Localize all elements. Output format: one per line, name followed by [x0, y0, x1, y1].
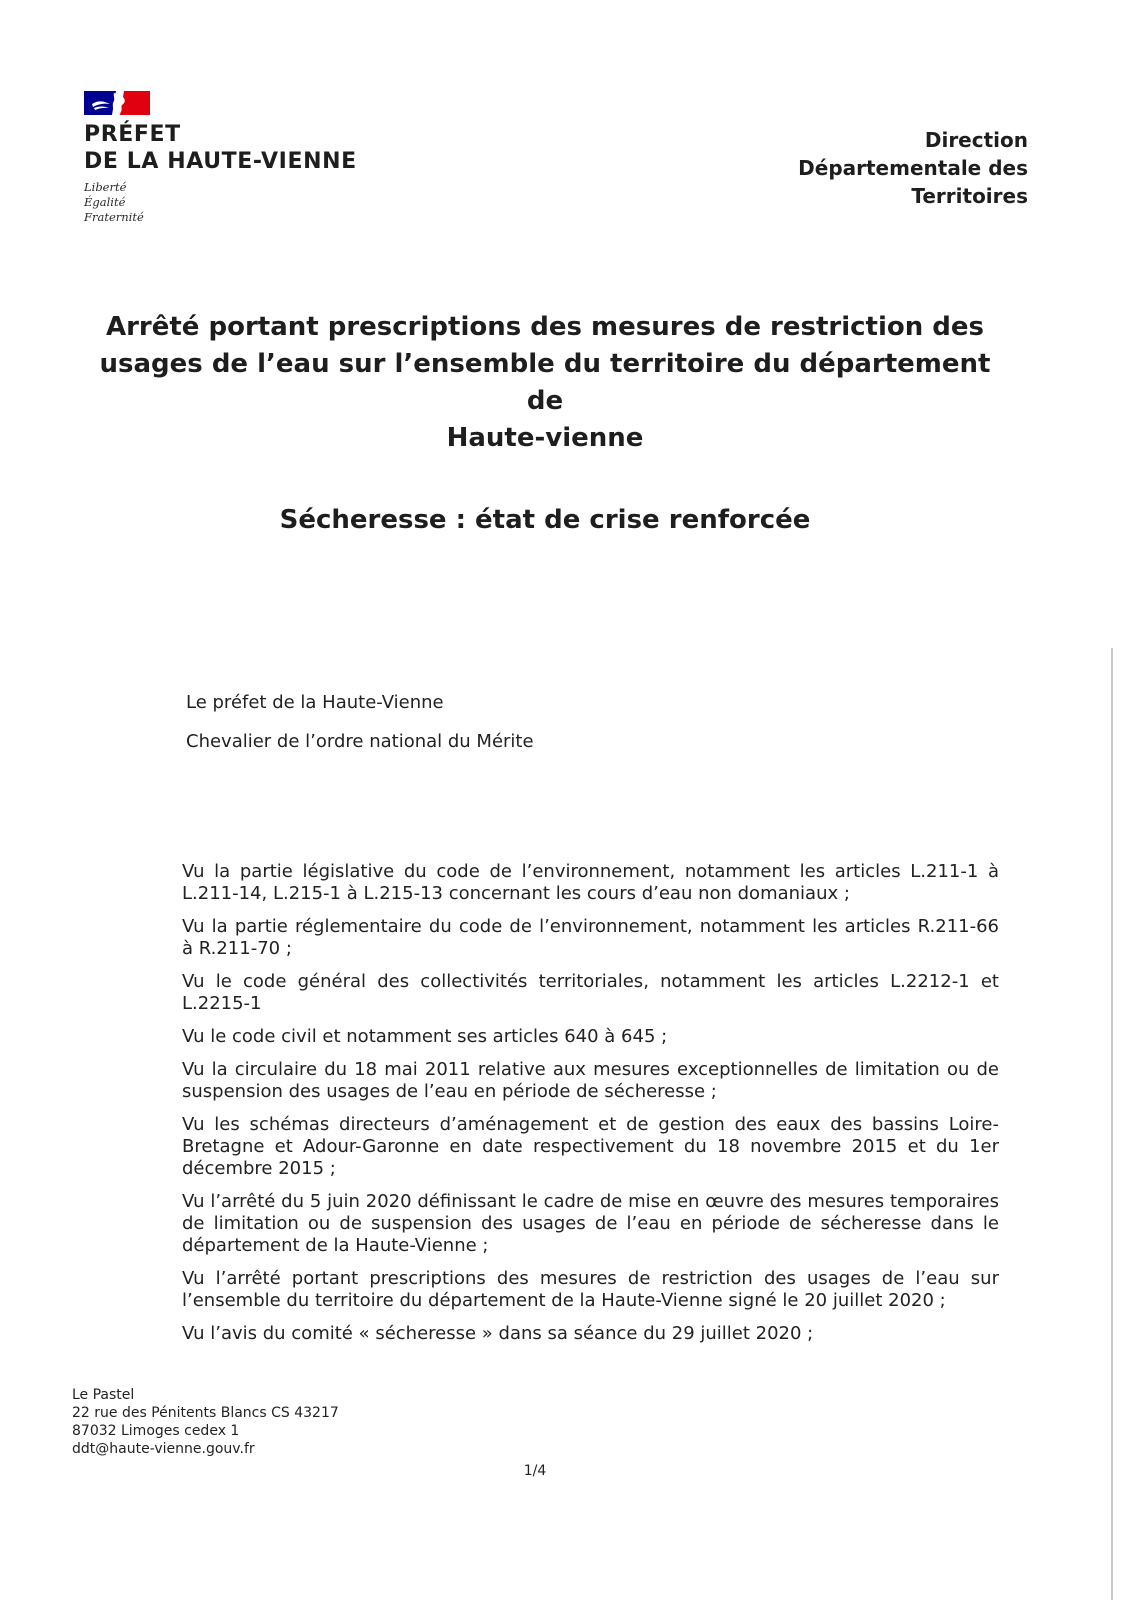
visa-item: Vu l’avis du comité « sécheresse » dans sa séance du 29 juillet 2020 ; — [182, 1323, 814, 1344]
visa-item: Vu la partie réglementaire du code de l’environnement, notamment les articles R.211-66 à R.211-70 ; — [182, 916, 999, 959]
authority-line: Le préfet de la Haute-Vienne — [186, 692, 444, 713]
republic-motto — [84, 180, 357, 225]
email-address: ddt@haute-vienne.gouv.fr — [72, 1441, 255, 1457]
motto-fraternite: Fraternité — [84, 210, 144, 224]
visa-list — [182, 861, 999, 1356]
document-title-line: usages de l’eau sur l’ensemble du territoire du département de — [99, 349, 991, 416]
visa-item: Vu la partie législative du code de l’environnement, notamment les articles L.211-1 à L.211-14, L.215-1 à L.215-13 concernant les cours d’eau non domaniaux ; — [182, 861, 999, 904]
prefecture-name — [84, 121, 357, 175]
prefecture-name-line: DE LA HAUTE-VIENNE — [84, 149, 357, 174]
scan-page-edge — [1111, 648, 1113, 1600]
visa-item: Vu le code civil et notamment ses articles 640 à 645 ; — [182, 1026, 668, 1047]
document-subtitle: Sécheresse : état de crise renforcée — [279, 505, 811, 535]
visa-item: Vu l’arrêté du 5 juin 2020 définissant le cadre de mise en œuvre des mesures temporaires de limitation ou de suspension des usages de l’eau en période de sécheresse dans le département de la Haute-Vienne ; — [182, 1191, 999, 1256]
marianne-logo-icon — [84, 91, 150, 115]
document-title — [80, 309, 1010, 457]
issuing-direction — [798, 126, 1028, 210]
prefecture-logo — [84, 91, 357, 225]
visa-item: Vu l’arrêté portant prescriptions des mesures de restriction des usages de l’eau sur l’ensemble du territoire du département de la Haute-Vienne signé le 20 juillet 2020 ; — [182, 1268, 999, 1311]
document-title-line: Haute-vienne — [446, 423, 644, 453]
visa-item: Vu la circulaire du 18 mai 2011 relative aux mesures exceptionnelles de limitation ou de suspension des usages de l’eau en période de sécheresse ; — [182, 1059, 999, 1102]
direction-line: Territoires — [911, 184, 1028, 208]
direction-line: Départementale des — [798, 156, 1028, 180]
footer-address — [72, 1386, 339, 1458]
address-line: 22 rue des Pénitents Blancs CS 43217 — [72, 1405, 339, 1421]
direction-line: Direction — [924, 128, 1028, 152]
prefecture-name-line: PRÉFET — [84, 122, 181, 147]
motto-liberte: Liberté — [84, 180, 127, 194]
page-number: 1/4 — [523, 1463, 547, 1479]
issuing-authority — [186, 692, 534, 753]
visa-item: Vu le code général des collectivités territoriales, notamment les articles L.2212-1 et L.2215-1 — [182, 971, 999, 1014]
document-title-line: Arrêté portant prescriptions des mesures de restriction des — [105, 312, 985, 342]
visa-item: Vu les schémas directeurs d’aménagement et de gestion des eaux des bassins Loire-Bretagne et Adour-Garonne en date respectivement du 18 novembre 2015 et du 1er décembre 2015 ; — [182, 1114, 999, 1179]
motto-egalite: Égalité — [84, 195, 126, 209]
authority-line: Chevalier de l’ordre national du Mérite — [186, 731, 534, 752]
address-line: 87032 Limoges cedex 1 — [72, 1423, 240, 1439]
address-line: Le Pastel — [72, 1387, 135, 1403]
